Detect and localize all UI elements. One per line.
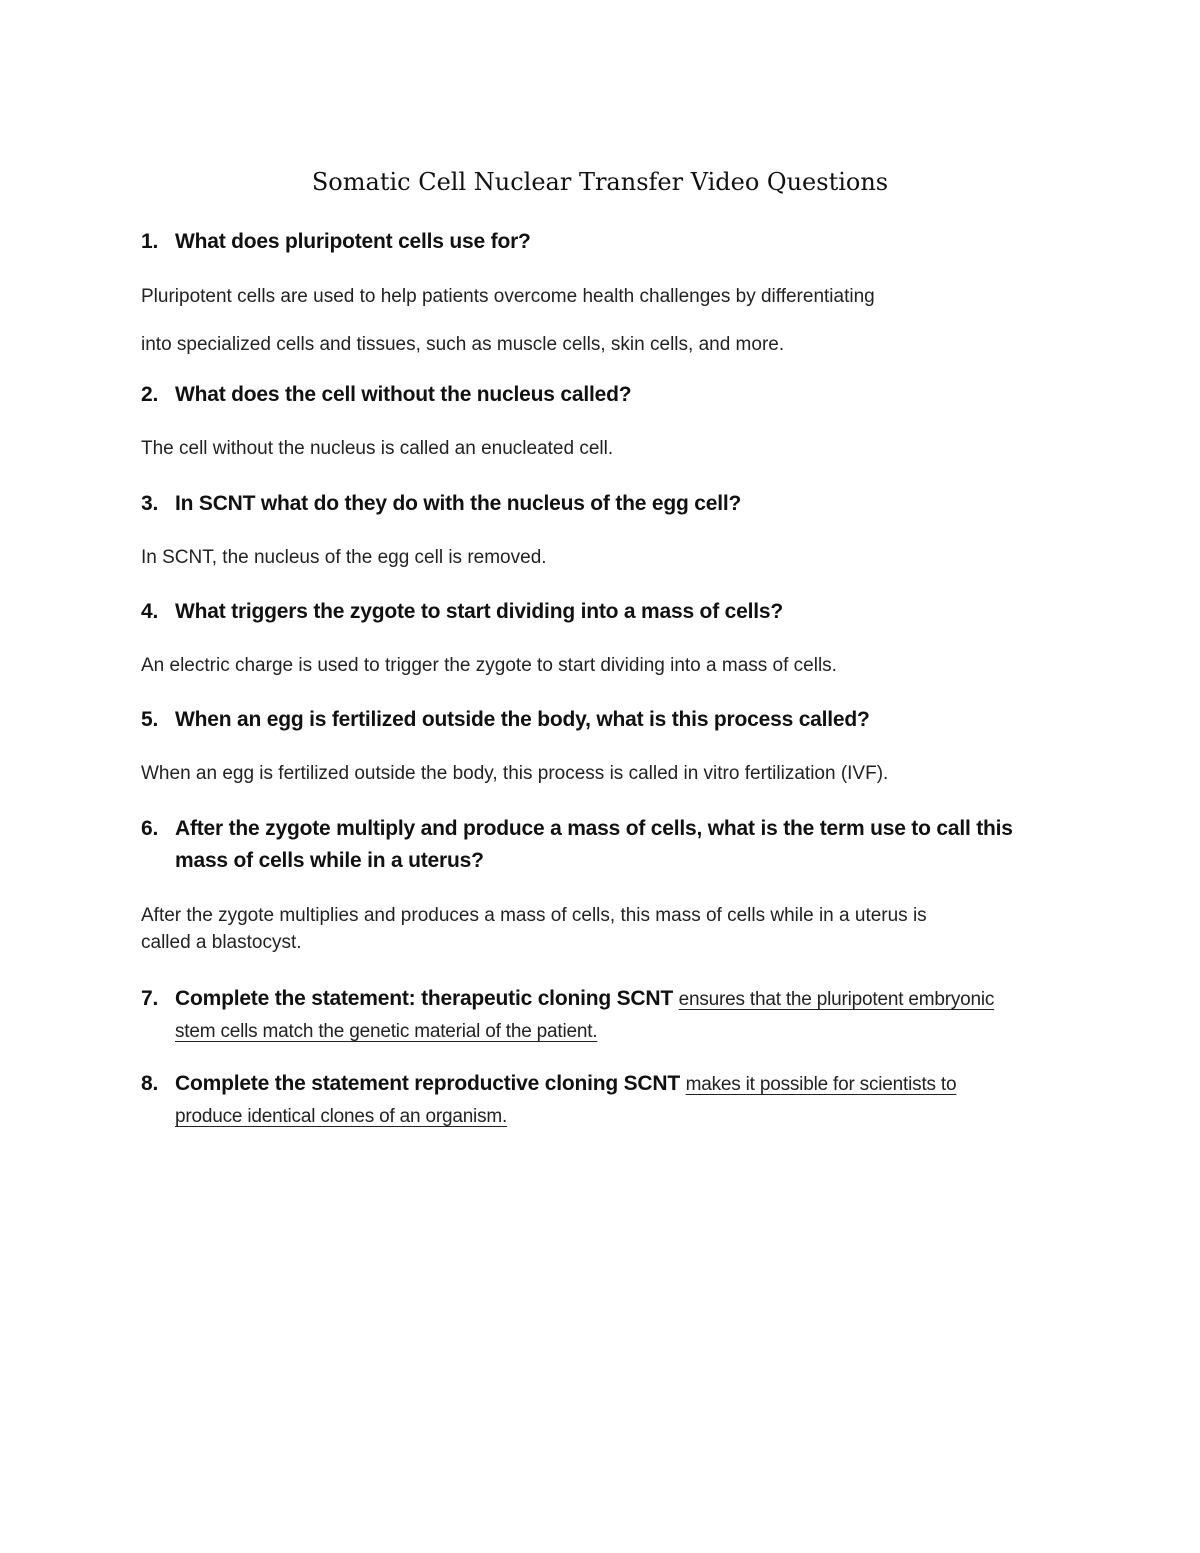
answer-1-continued (141, 331, 1071, 358)
question-number: 4. (141, 600, 159, 623)
question-2 (141, 379, 1076, 411)
fill-in-answer-continued: stem cells match the genetic material of the patient. (175, 1021, 598, 1042)
question-text: In SCNT what do they do with the nucleus of the egg cell? (175, 492, 742, 515)
answer-6 (141, 902, 1071, 956)
question-text: After the zygote multiply and produce a mass of cells, what is the term use to call this (175, 817, 1013, 840)
answer-2 (141, 435, 1071, 462)
question-number: 1. (141, 230, 159, 253)
fill-in-answer: ensures that the pluripotent embryonic (678, 989, 995, 1010)
answer-line: When an egg is fertilized outside the body, this process is called in vitro fertilization (IVF). (141, 763, 889, 784)
question-text: What triggers the zygote to start dividing into a mass of cells? (175, 600, 783, 623)
answer-5 (141, 760, 1071, 787)
page-title: Somatic Cell Nuclear Transfer Video Questions (311, 168, 889, 196)
question-text: When an egg is fertilized outside the body, what is this process called? (175, 708, 870, 731)
question-text: Complete the statement reproductive cloning SCNT (175, 1072, 680, 1095)
question-8 (141, 1068, 1076, 1133)
question-text: Complete the statement: therapeutic cloning SCNT (175, 987, 673, 1010)
answer-line: Pluripotent cells are used to help patients overcome health challenges by differentiating (141, 286, 875, 307)
question-number: 6. (141, 817, 159, 840)
fill-in-answer: makes it possible for scientists to (685, 1074, 957, 1095)
answer-line: After the zygote multiplies and produces a mass of cells, this mass of cells while in a uterus is (141, 905, 927, 926)
question-number: 2. (141, 383, 159, 406)
question-5 (141, 704, 1076, 736)
question-number: 5. (141, 708, 159, 731)
question-3 (141, 488, 1076, 520)
answer-line: The cell without the nucleus is called an enucleated cell. (141, 438, 614, 459)
question-number: 7. (141, 987, 159, 1010)
answer-1 (141, 283, 1071, 310)
question-7 (141, 983, 1076, 1048)
question-text: What does the cell without the nucleus called? (175, 383, 632, 406)
question-text: What does pluripotent cells use for? (175, 230, 531, 253)
question-1 (141, 226, 1076, 258)
question-text-continued: mass of cells while in a uterus? (175, 849, 484, 872)
question-6 (141, 813, 1076, 877)
fill-in-answer-continued: produce identical clones of an organism. (175, 1106, 508, 1127)
question-number: 8. (141, 1072, 159, 1095)
answer-line: into specialized cells and tissues, such as muscle cells, skin cells, and more. (141, 334, 785, 355)
answer-line: In SCNT, the nucleus of the egg cell is removed. (141, 547, 547, 568)
question-4 (141, 596, 1076, 628)
answer-4 (141, 652, 1071, 679)
answer-3 (141, 544, 1071, 571)
answer-line: An electric charge is used to trigger the zygote to start dividing into a mass of cells. (141, 655, 837, 676)
question-number: 3. (141, 492, 159, 515)
answer-line: called a blastocyst. (141, 932, 302, 953)
